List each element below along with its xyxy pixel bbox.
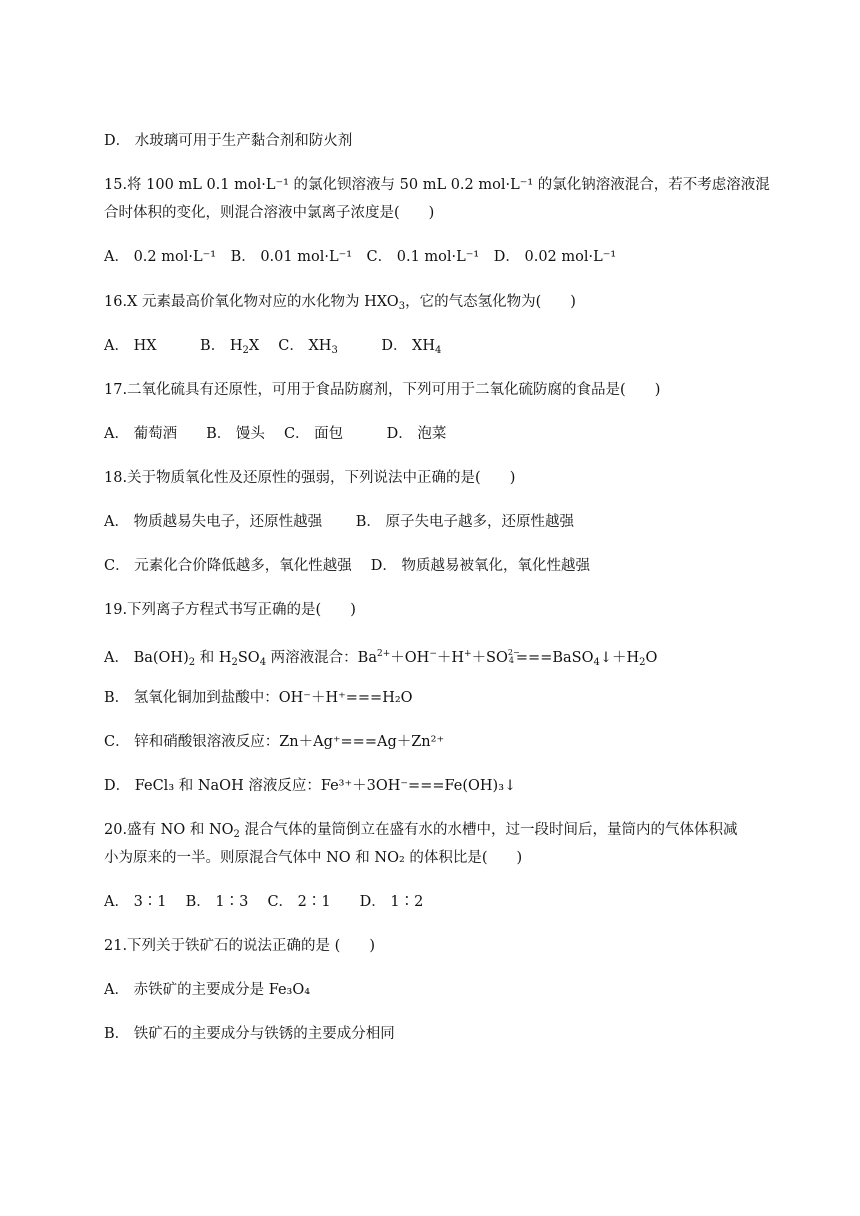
question-17-options: A． 葡萄酒 B． 馒头 C． 面包 D． 泡菜 bbox=[104, 426, 447, 442]
question-16-stem: 16.X 元素最高价氧化物对应的水化物为 $HXO_3$，它的气态氢化物为( ) bbox=[104, 294, 576, 312]
question-20-line-1: 20.盛有 NO 和 $NO_2$ 混合气体的量筒倒立在盛有水的水槽中，过一段时间后，量筒内的气体体积减 bbox=[104, 822, 738, 840]
question-20-line-2: 小为原来的一半。则原混合气体中 NO 和 NO₂ 的体积比是( ) bbox=[104, 850, 523, 866]
question-15-line-2: 合时体积的变化，则混合溶液中氯离子浓度是( ) bbox=[104, 205, 435, 221]
question-21-stem: 21.下列关于铁矿石的说法正确的是 ( ) bbox=[104, 938, 375, 954]
question-21-option-b: B． 铁矿石的主要成分与铁锈的主要成分相同 bbox=[104, 1026, 395, 1042]
question-20-options: A． 3∶1 B． 1∶3 C． 2∶1 D． 1∶2 bbox=[104, 894, 424, 910]
question-19-stem: 19.下列离子方程式书写正确的是( ) bbox=[104, 602, 356, 618]
question-19-option-a: A． $Ba(OH)_2$ 和 $H_2SO_4$ 两溶液混合：$Ba^{2+}+OH^-+H^++SO$ 2− 4 $===BaSO_4↓+H_2O$ bbox=[104, 648, 658, 668]
option-line-14d: D． 水玻璃可用于生产黏合剂和防火剂 bbox=[104, 133, 353, 149]
question-15-options: A． 0.2 mol·L⁻¹ B． 0.01 mol·L⁻¹ C． 0.1 mol·L⁻¹ D． 0.02 mol·L⁻¹ bbox=[104, 249, 617, 265]
question-16-options: A． HX B． $H_2X$ C． $XH_3$ D． $XH_4$ bbox=[104, 338, 442, 356]
question-19-option-b: B． 氢氧化铜加到盐酸中：OH⁻＋H⁺===H₂O bbox=[104, 690, 413, 706]
question-19-option-c: C． 锌和硝酸银溶液反应：Zn＋Ag⁺===Ag＋Zn²⁺ bbox=[104, 734, 445, 750]
question-17-stem: 17.二氧化硫具有还原性，可用于食品防腐剂，下列可用于二氧化硫防腐的食品是( ) bbox=[104, 382, 661, 398]
question-18-options-cd: C． 元素化合价降低越多，氧化性越强 D． 物质越易被氧化，氧化性越强 bbox=[104, 558, 591, 574]
sulfate-charge-stack: 2− 4 bbox=[507, 648, 520, 665]
question-21-option-a: A． 赤铁矿的主要成分是 Fe₃O₄ bbox=[104, 982, 311, 998]
question-18-stem: 18.关于物质氧化性及还原性的强弱，下列说法中正确的是( ) bbox=[104, 470, 516, 486]
question-15-line-1: 15.将 100 mL 0.1 mol·L⁻¹ 的氯化钡溶液与 50 mL 0.2 mol·L⁻¹ 的氯化钠溶液混合，若不考虑溶液混 bbox=[104, 177, 770, 193]
question-18-options-ab: A． 物质越易失电子，还原性越强 B． 原子失电子越多，还原性越强 bbox=[104, 514, 574, 530]
question-19-option-d: D． FeCl₃ 和 NaOH 溶液反应：Fe³⁺＋3OH⁻===Fe(OH)₃↓ bbox=[104, 778, 517, 794]
